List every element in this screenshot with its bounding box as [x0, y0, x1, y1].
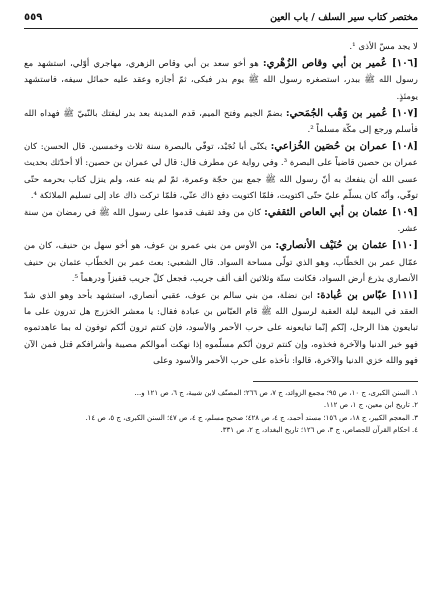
- entry-108: [24, 138, 418, 204]
- page-number: ٥٥٩: [24, 11, 43, 23]
- entry-109: [24, 204, 418, 237]
- page-body: [24, 39, 418, 369]
- entry-heading: [١١٠] عثمان بن حُنَيْف الأنصاري:: [275, 239, 418, 252]
- footnotes: [24, 387, 418, 437]
- entry-heading: [١٠٧] عُمير بن وَهْب الجُمَحي:: [285, 106, 418, 119]
- footnote: ٢. تاريخ ابن معين، ج ١، ص ١١٢.: [323, 401, 418, 410]
- running-title: مختصر كتاب سير السلف / باب العين: [270, 11, 418, 23]
- footnote: ٣. المعجم الكبير، ج ١٨، ص ١٥٦؛ مسند أحمد، ج ٤، ص ٤٢٨؛ صحيح مسلم، ج ٤، ص ٤٧؛ السنن الكبرى، ج ٥، ص ١٤.: [85, 413, 418, 422]
- entry-heading: [١٠٦] عُمير بن أبي وقاص الزُهْري:: [262, 57, 418, 70]
- footnote: ٤. احكام القرآن للجصاص، ج ٣، ص ١٢٦؛ تاريخ البغداد، ج ٢، ص ٣٣١.: [220, 426, 418, 435]
- entry-text: كان من وفد ثقيف قدموا على رسول الله ﷺ في رمضان من سنة عشر.: [24, 208, 418, 235]
- entry-text: بضمّ الجيم وفتح الميم، قدم المدينة بعد بدر ليفتك بالنّبيّ ﷺ فهداه الله فأسلم ورجع إلى مكّة مسلماً ².: [24, 108, 418, 136]
- entry-107: [24, 105, 418, 138]
- entry-heading: [١٠٩] عثمان بن أبي العاص الثقفي:: [264, 206, 418, 219]
- intro-line: لا يجد مسّ الأذى ¹.: [349, 42, 418, 52]
- header-rule: [24, 28, 418, 29]
- page-header: [24, 10, 418, 24]
- entry-text: يكنّى أبا نُجَيْد، توفّي بالبصرة سنة ثلاث وخمسين. قال الحسن: كان عمران بن حصين قاضياً على البصرة ³. وفي رواية عن مطرف قال: قال لي عمران بن حصين: ألا أحدّثك بحديث عسى الله أن ينفعك به أنّ رسول الله ﷺ جمع بين حجّة وعمرة، ثمّ لم ينه عنه، ولم ينزل كتاب بحرمه حتّى توفّي، وأنّه كان يسلّم عليّ حتّى اكتويت، فلمّا اكتويت دفع ذاك عنّي، فلمّا تركت ذاك عاد إلى تسليم الملائكة ⁴.: [24, 142, 418, 201]
- footnote-separator: [253, 381, 418, 382]
- entry-heading: [١٠٨] عمران بن حُصَين الخُزاعي:: [270, 140, 418, 153]
- entry-heading: [١١١] عبّاس بن عُبادة:: [316, 289, 418, 302]
- entry-106: [24, 55, 418, 105]
- footnote: ١. السنن الكبرى، ج ١٠، ص ٩٥؛ مجمع الزوائد، ج ٧، ص ٢٦٦؛ المصنّف لابن شيبة، ج ٦، ص ١٢١ و...: [134, 389, 418, 398]
- entry-110: [24, 237, 418, 287]
- entry-text: من الأوس من بني عمرو بن عوف، هو أخو سهل بن حنيف، كان من عمّال عمر بن الخطّاب، وهو الذي تولّى مساحة السواد. قال الشعبي: بعث عمر بن الخطّاب عثمان بن حنيف الأنصاري يذرع أرض السواد، فكانت ستّة وثلاثين ألف ألف جريب، فجعل كلّ جريب قفيزاً ودرهماً ⁵.: [24, 241, 418, 284]
- entry-111: [24, 287, 418, 369]
- entry-text: هو أخو سعد بن أبي وقاص الزهري، مهاجري أوّلي، استشهد مع رسول الله ﷺ ببدر، استصغره رسول الله ﷺ يوم بدر فبكى، ثمّ أجازه وعقد عليه حمائل سيفه، فاستشهد يومئذٍ.: [24, 59, 418, 102]
- entry-text: ابن نضلة، من بني سالم بن عوف، عقبي أنصاري، استشهد بأحد وهو الذي شدّ العقد في البيعة ليلة العقبة لرسول الله ﷺ قام العبّاس بن عبادة فقال: يا معشر الخزرج هل تدرون على ما تبايعون هذا الرجل، إنّكم إنّما تبايعونه على حرب الأحمر والأسود، فإن كنتم ترون أنّكم توفون له بما عاهدتموه فهو خير الدنيا والآخرة فخذوه، وإن كنتم ترون أنّكم مسلّموه إذا نهكت أموالكم مصيبة وأشرافكم قتل فمن الآن فهو والله خزي الدنيا والآخرة، قالوا: نأخذه على حرب الأحمر والأسود وعلى: [24, 291, 418, 366]
